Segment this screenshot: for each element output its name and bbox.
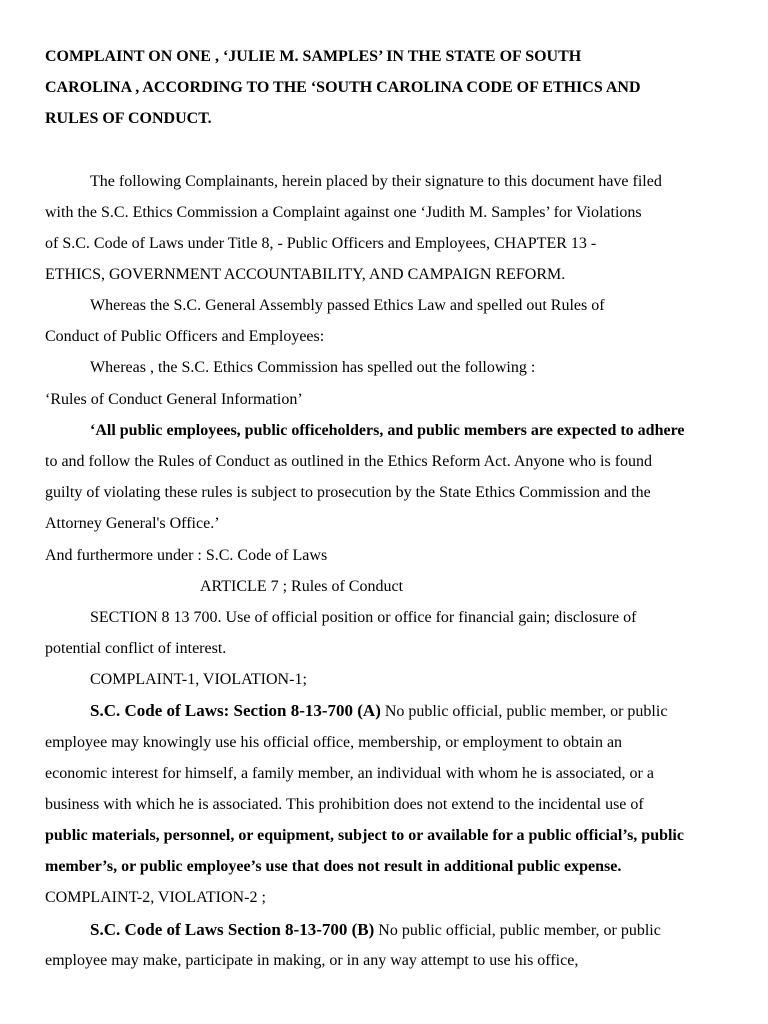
rules-quote-line-4: Attorney General's Office.’ [45,515,220,532]
intro-line-2: with the S.C. Ethics Commission a Complaint against one ‘Judith M. Samples’ for Violations [45,204,642,221]
complaint1-line-5: public materials, personnel, or equipment, subject to or available for a public official’s, public [45,827,684,844]
rules-quote-line-2: to and follow the Rules of Conduct as outlined in the Ethics Reform Act. Anyone who is found [45,453,653,470]
complaint1-label: COMPLAINT-1, VIOLATION-1; [90,671,307,688]
complaint2-text-1: No public official, public member, or public [374,922,661,939]
complaint2-line-1 [90,920,750,941]
rules-quote-line-3: guilty of violating these rules is subject to prosecution by the State Ethics Commission and the [45,484,651,501]
intro-line-1: The following Complainants, herein placed by their signature to this document have filed [90,173,662,190]
section-line-2: potential conflict of interest. [45,640,227,657]
complaint1-citation: S.C. Code of Laws: Section 8-13-700 (A) [90,701,381,720]
title-line-1: COMPLAINT ON ONE , ‘JULIE M. SAMPLES’ IN THE STATE OF SOUTH [45,48,582,65]
whereas1-line-1: Whereas the S.C. General Assembly passed Ethics Law and spelled out Rules of [90,297,605,314]
complaint2-line-2: employee may make, participate in making, or in any way attempt to use his office, [45,952,579,969]
complaint1-line-3: economic interest for himself, a family member, an individual with whom he is associated, or a [45,765,654,782]
complaint1-line-1 [90,701,750,722]
complaint1-line-6: member’s, or public employee’s use that does not result in additional public expense. [45,858,622,875]
section-line-1: SECTION 8 13 700. Use of official position or office for financial gain; disclosure of [90,609,637,626]
intro-line-4: ETHICS, GOVERNMENT ACCOUNTABILITY, AND CAMPAIGN REFORM. [45,266,566,283]
complaint2-citation: S.C. Code of Laws Section 8-13-700 (B) [90,920,375,939]
rules-quote-line-1: ‘All public employees, public officeholders, and public members are expected to adhere [90,422,685,439]
complaint1-line-2: employee may knowingly use his official office, membership, or employment to obtain an [45,734,623,751]
complaint1-text-1: No public official, public member, or public [380,703,668,720]
furthermore-line: And furthermore under : S.C. Code of Laws [45,547,328,564]
title-line-2: CAROLINA , ACCORDING TO THE ‘SOUTH CAROLINA CODE OF ETHICS AND [45,79,641,96]
title-line-3: RULES OF CONDUCT. [45,110,212,127]
whereas2-line: Whereas , the S.C. Ethics Commission has spelled out the following : [90,359,536,376]
article-heading: ARTICLE 7 ; Rules of Conduct [200,578,404,595]
complaint2-label: COMPLAINT-2, VIOLATION-2 ; [45,889,266,906]
intro-line-3: of S.C. Code of Laws under Title 8, - Public Officers and Employees, CHAPTER 13 - [45,235,597,252]
complaint1-line-4: business with which he is associated. This prohibition does not extend to the incidental use of [45,796,644,813]
rules-heading: ‘Rules of Conduct General Information’ [45,391,303,408]
whereas1-line-2: Conduct of Public Officers and Employees: [45,328,325,345]
